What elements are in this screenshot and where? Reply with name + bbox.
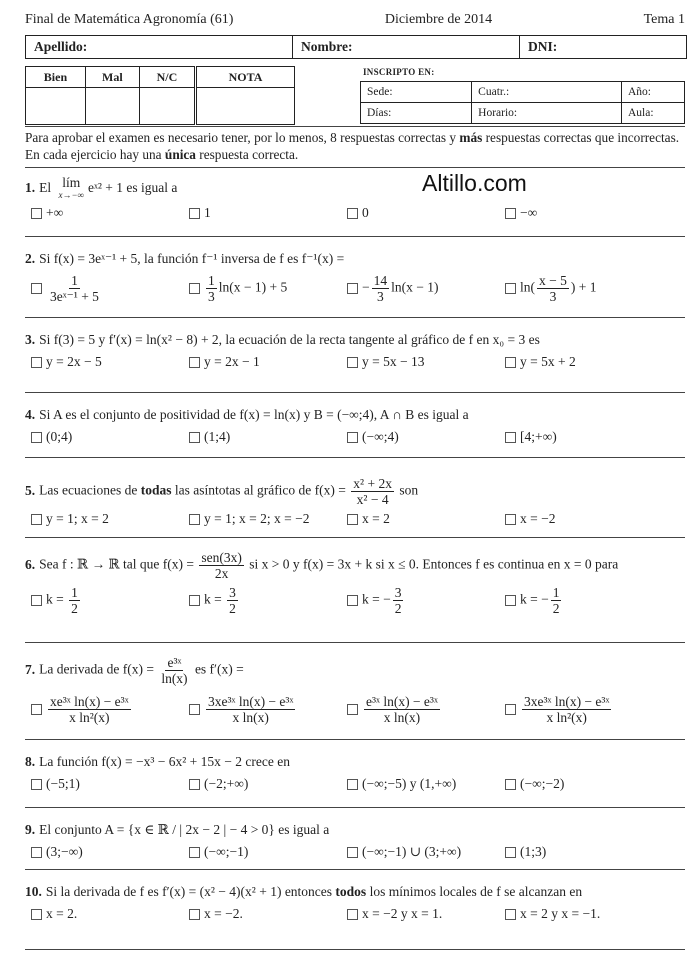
option-text	[520, 354, 576, 370]
answer-option[interactable]	[505, 906, 663, 922]
answer-option[interactable]	[189, 694, 347, 725]
question-prompt	[25, 405, 685, 425]
text-segment: si x > 0 y f(x) = 3x + k si x ≤ 0. Entonces f es continua en x = 0 para	[245, 556, 619, 572]
fraction-denominator: 2	[229, 601, 236, 616]
option-text	[520, 511, 555, 527]
option-text	[362, 776, 456, 792]
text-segment: y = 1; x = 2; x = −2	[204, 511, 310, 526]
bold-text: todas	[140, 482, 172, 498]
fraction-numerator: 3xe³ˣ ln(x) − e³ˣ	[524, 694, 610, 709]
text-segment: Si A es el conjunto de positividad de f(x) = ln(x) y B = (−∞;4), A ∩ B es igual a	[39, 407, 469, 422]
checkbox[interactable]	[347, 357, 358, 368]
fraction-denominator: 2	[552, 601, 560, 616]
option-text	[520, 273, 596, 304]
fraction-numerator: 1	[552, 585, 560, 600]
questions-list	[25, 165, 685, 950]
exam-tema: Tema 1	[643, 12, 685, 27]
question-number: 5.	[25, 482, 36, 498]
question-prompt	[25, 882, 685, 902]
text-segment: los mínimos locales de f se alcanzan en	[366, 884, 583, 899]
dni-field[interactable]: DNI:	[528, 39, 558, 54]
text-segment: El conjunto A = {x ∈ ℝ / | 2x − 2 | − 4 > 0} es igual a	[39, 822, 330, 837]
option-text	[46, 906, 77, 922]
fraction-numerator: 3	[229, 585, 236, 600]
text-segment: El	[39, 180, 55, 196]
checkbox[interactable]	[189, 283, 200, 294]
question-9	[25, 808, 685, 870]
fraction-denominator: ln(x)	[161, 671, 188, 686]
answer-option[interactable]	[31, 694, 189, 725]
option-text	[46, 776, 80, 792]
answer-option[interactable]	[347, 429, 505, 445]
answer-option[interactable]	[347, 906, 505, 922]
text-segment: x = −2 y x = 1.	[362, 906, 443, 921]
option-text	[46, 585, 82, 616]
option-text	[204, 205, 211, 221]
question-number: 2.	[25, 251, 36, 266]
answer-option[interactable]	[189, 844, 347, 860]
checkbox[interactable]	[347, 595, 358, 606]
answer-option[interactable]	[189, 205, 347, 221]
question-3	[25, 318, 685, 393]
fraction-denominator: x ln²(x)	[546, 710, 587, 725]
option-text	[362, 273, 438, 304]
option-text	[362, 694, 442, 725]
question-prompt	[25, 330, 685, 350]
question-prompt	[25, 655, 685, 686]
answer-option[interactable]	[31, 354, 189, 370]
checkbox[interactable]	[31, 514, 42, 525]
answer-option[interactable]	[31, 776, 189, 792]
option-text	[204, 694, 297, 725]
fraction	[206, 694, 295, 725]
text-segment: Para aprobar el examen es necesario tener, por lo menos, 8 respuestas correctas y	[25, 130, 460, 145]
horario-field: Horario:	[472, 103, 622, 124]
question-number: 1.	[25, 180, 36, 196]
option-text	[520, 429, 557, 445]
text-segment: (0;4)	[46, 429, 73, 444]
option-text	[46, 694, 133, 725]
answer-option[interactable]	[505, 354, 663, 370]
question-number: 4.	[25, 407, 36, 422]
student-id-row	[25, 35, 687, 59]
fraction-numerator: sen(3x)	[201, 550, 242, 565]
text-segment: Si f(x) = 3eˣ⁻¹ + 5, la función f⁻¹ inversa de f es f⁻¹(x) =	[39, 251, 345, 266]
option-text	[204, 273, 287, 304]
text-segment: k = −	[362, 591, 391, 607]
option-text	[46, 273, 103, 304]
answer-option[interactable]	[347, 776, 505, 792]
answer-option[interactable]	[189, 354, 347, 370]
checkbox[interactable]	[31, 357, 42, 368]
option-text	[362, 354, 424, 370]
answer-option[interactable]	[347, 205, 505, 221]
exam-title: Final de Matemática Agronomía (61)	[25, 12, 234, 27]
text-segment: (−∞;−2)	[520, 776, 565, 791]
fraction-denominator: 3	[549, 289, 557, 304]
question-number: 3.	[25, 332, 36, 347]
checkbox[interactable]	[31, 704, 42, 715]
sede-field: Sede:	[361, 82, 472, 103]
anio-field: Año:	[622, 82, 685, 103]
checkbox[interactable]	[189, 779, 200, 790]
answer-option[interactable]	[31, 273, 189, 304]
checkbox[interactable]	[505, 283, 516, 294]
checkbox[interactable]	[347, 208, 358, 219]
checkbox[interactable]	[505, 595, 516, 606]
question-2	[25, 237, 685, 318]
answer-options	[25, 205, 685, 221]
text-segment: Sea f : ℝ → ℝ tal que f(x) =	[39, 556, 198, 572]
fraction-denominator: 2	[71, 601, 78, 616]
answer-option[interactable]	[505, 844, 663, 860]
fraction	[364, 694, 440, 725]
option-text	[204, 906, 243, 922]
checkbox[interactable]	[31, 595, 42, 606]
option-text	[46, 511, 109, 527]
fraction-denominator: x ln²(x)	[69, 710, 110, 725]
text-segment: −	[362, 279, 370, 295]
answer-option[interactable]	[31, 844, 189, 860]
checkbox[interactable]	[505, 514, 516, 525]
text-segment: k = −	[520, 591, 549, 607]
text-segment: respuesta correcta.	[195, 147, 299, 162]
grade-header-mal: Mal	[85, 67, 139, 88]
option-text	[362, 844, 461, 860]
fraction-numerator: x² + 2x	[353, 476, 392, 491]
option-text	[362, 429, 399, 445]
question-7	[25, 643, 685, 740]
text-segment: y = 2x − 1	[204, 354, 260, 369]
option-text	[520, 694, 613, 725]
option-text	[204, 511, 309, 527]
fraction-numerator: e³ˣ	[167, 655, 182, 670]
checkbox[interactable]	[347, 704, 358, 715]
text-segment: (−2;+∞)	[204, 776, 249, 791]
fraction-numerator: 14	[373, 273, 388, 288]
answer-options	[25, 585, 685, 616]
text-segment: ) + 1	[570, 279, 597, 295]
text-segment: (−5;1)	[46, 776, 80, 791]
fraction	[393, 585, 404, 616]
answer-option[interactable]	[505, 273, 663, 304]
question-4	[25, 393, 685, 458]
option-text	[520, 205, 537, 221]
answer-option[interactable]	[347, 585, 505, 616]
checkbox[interactable]	[31, 847, 42, 858]
fraction-numerator: 1	[208, 273, 215, 288]
text-segment: (−∞;4)	[362, 429, 399, 444]
option-text	[204, 844, 248, 860]
text-segment: ln(	[520, 279, 535, 295]
fraction-numerator: 3xe³ˣ ln(x) − e³ˣ	[208, 694, 294, 709]
bold-text: más	[459, 130, 483, 145]
question-1	[25, 165, 685, 237]
question-prompt	[25, 820, 685, 840]
checkbox[interactable]	[31, 432, 42, 443]
option-text	[204, 354, 260, 370]
checkbox[interactable]	[505, 432, 516, 443]
answer-option[interactable]	[347, 354, 505, 370]
question-8	[25, 740, 685, 808]
fraction	[48, 694, 131, 725]
text-segment: son	[395, 482, 419, 498]
text-segment: x = −2.	[204, 906, 243, 921]
fraction-numerator: xe³ˣ ln(x) − e³ˣ	[50, 694, 129, 709]
option-text	[46, 354, 102, 370]
text-segment: es f′(x) =	[191, 661, 244, 677]
text-segment: (3;−∞)	[46, 844, 83, 859]
question-number: 9.	[25, 822, 36, 837]
option-text	[362, 906, 442, 922]
question-number: 10.	[25, 884, 42, 899]
answer-option[interactable]	[505, 694, 663, 725]
question-number: 8.	[25, 754, 36, 769]
fraction-numerator: 1	[71, 585, 78, 600]
answer-options	[25, 776, 685, 792]
limit	[59, 177, 84, 201]
text-segment: las asíntotas al gráfico de f(x) =	[171, 482, 350, 498]
fraction-numerator: x − 5	[539, 273, 567, 288]
question-5	[25, 458, 685, 538]
checkbox[interactable]	[189, 909, 200, 920]
answer-option[interactable]	[189, 511, 347, 527]
text-segment: −∞	[520, 205, 538, 220]
text-segment: +∞	[46, 205, 64, 220]
answer-option[interactable]	[189, 776, 347, 792]
option-text	[520, 776, 564, 792]
question-prompt	[25, 177, 685, 201]
text-segment: x = −2	[520, 511, 556, 526]
text-segment: [4;+∞)	[520, 429, 557, 444]
text-segment: y = 1; x = 2	[46, 511, 109, 526]
option-text	[46, 429, 72, 445]
text-segment: 1	[204, 205, 211, 220]
text-segment: (−∞;−1)	[204, 844, 249, 859]
checkbox[interactable]	[505, 847, 516, 858]
checkbox[interactable]	[347, 779, 358, 790]
text-segment: x = 2 y x = −1.	[520, 906, 601, 921]
bold-text: todos	[335, 884, 367, 899]
text-segment: Las ecuaciones de	[39, 482, 141, 498]
text-segment: 0	[362, 205, 369, 220]
text-segment: (1;3)	[520, 844, 547, 859]
text-segment: x = 2	[362, 511, 390, 526]
text-segment: ln(x − 1) + 5	[218, 279, 288, 295]
option-text	[46, 205, 63, 221]
fraction	[199, 550, 244, 581]
nombre-field[interactable]: Nombre:	[293, 36, 520, 58]
text-segment: x = 2.	[46, 906, 78, 921]
answer-options	[25, 511, 685, 527]
answer-option[interactable]	[189, 273, 347, 304]
fraction-denominator: 2x	[214, 566, 229, 581]
text-segment: Si f(3) = 5 y f′(x) = ln(x² − 8) + 2, la ecuación de la recta tangente al gráfico de f en x₀ = 3 es	[39, 332, 540, 347]
option-text	[204, 776, 248, 792]
option-text	[520, 585, 563, 616]
option-text	[204, 429, 230, 445]
answer-option[interactable]	[31, 585, 189, 616]
option-text	[520, 844, 546, 860]
option-text	[362, 205, 369, 221]
checkbox[interactable]	[347, 847, 358, 858]
checkbox[interactable]	[505, 909, 516, 920]
text-segment: (1;4)	[204, 429, 231, 444]
checkbox[interactable]	[189, 432, 200, 443]
fraction	[48, 273, 101, 304]
cuatr-field: Cuatr.:	[472, 82, 622, 103]
inscripto-title: INSCRIPTO EN:	[363, 67, 435, 77]
fraction	[206, 273, 217, 304]
exam-date: Diciembre de 2014	[384, 12, 493, 27]
inscripto-table	[360, 81, 685, 124]
fraction-denominator: x ln(x)	[232, 710, 269, 725]
bold-text: única	[164, 147, 196, 162]
grade-table	[25, 66, 295, 125]
answer-option[interactable]	[505, 511, 663, 527]
answer-option[interactable]	[347, 511, 505, 527]
checkbox[interactable]	[505, 357, 516, 368]
question-prompt	[25, 476, 685, 507]
checkbox[interactable]	[31, 283, 42, 294]
answer-options	[25, 844, 685, 860]
text-segment: respuestas correctas que incorrectas. En cada ejercicio hay una	[25, 130, 680, 162]
grade-cell-nc	[139, 88, 195, 125]
checkbox[interactable]	[347, 514, 358, 525]
fraction	[69, 585, 80, 616]
checkbox[interactable]	[189, 357, 200, 368]
fraction-denominator: 3	[208, 289, 215, 304]
option-text	[362, 585, 405, 616]
checkbox[interactable]	[347, 432, 358, 443]
text-segment: La función f(x) = −x³ − 6x² + 15x − 2 crece en	[39, 754, 290, 769]
answer-options	[25, 273, 685, 304]
aula-field: Aula:	[622, 103, 685, 124]
answer-option[interactable]	[347, 273, 505, 304]
apellido-field[interactable]: Apellido:	[26, 36, 293, 58]
option-text	[362, 511, 390, 527]
fraction-denominator: 2	[394, 601, 402, 616]
fraction	[372, 273, 390, 304]
answer-option[interactable]	[505, 205, 663, 221]
watermark: Altillo.com	[422, 170, 527, 196]
checkbox[interactable]	[189, 847, 200, 858]
question-10	[25, 870, 685, 950]
text-segment: y = 2x − 5	[46, 354, 102, 369]
question-prompt	[25, 249, 685, 269]
fraction-denominator: 3	[377, 289, 384, 304]
checkbox[interactable]	[505, 208, 516, 219]
text-segment: La derivada de f(x) =	[39, 661, 158, 677]
checkbox[interactable]	[189, 514, 200, 525]
answer-options	[25, 354, 685, 370]
fraction	[227, 585, 238, 616]
fraction	[159, 655, 189, 686]
answer-option[interactable]	[347, 844, 505, 860]
question-6	[25, 538, 685, 643]
fraction-denominator: 3eˣ⁻¹ + 5	[50, 289, 99, 304]
answer-option[interactable]	[189, 429, 347, 445]
grade-cell-nota	[196, 88, 295, 125]
answer-option[interactable]	[31, 429, 189, 445]
answer-option[interactable]	[505, 429, 663, 445]
text-segment: Si la derivada de f es f′(x) = (x² − 4)(x² + 1) entonces	[45, 884, 336, 899]
question-prompt	[25, 752, 685, 772]
answer-options	[25, 694, 685, 725]
grade-header-bien: Bien	[26, 67, 86, 88]
checkbox[interactable]	[505, 704, 516, 715]
answer-option[interactable]	[505, 776, 663, 792]
answer-option[interactable]	[31, 906, 189, 922]
text-segment: y = 5x + 2	[520, 354, 576, 369]
text-segment: eˣ² + 1 es igual a	[87, 180, 178, 196]
text-segment: y = 5x − 13	[362, 354, 425, 369]
answer-option[interactable]	[347, 694, 505, 725]
fraction	[537, 273, 569, 304]
checkbox[interactable]	[189, 704, 200, 715]
answer-option[interactable]	[189, 585, 347, 616]
option-text	[520, 906, 600, 922]
limit-operator: lím	[62, 175, 81, 190]
fraction-numerator: e³ˣ ln(x) − e³ˣ	[366, 694, 438, 709]
checkbox[interactable]	[505, 779, 516, 790]
checkbox[interactable]	[189, 208, 200, 219]
checkbox[interactable]	[31, 779, 42, 790]
answer-option[interactable]	[31, 511, 189, 527]
grade-header-nc: N/C	[139, 67, 195, 88]
fraction-denominator: x² − 4	[356, 492, 389, 507]
text-segment: k =	[46, 591, 68, 607]
fraction	[351, 476, 394, 507]
text-segment: (−∞;−5) y (1,+∞)	[362, 776, 457, 791]
text-segment: (−∞;−1) ∪ (3;+∞)	[362, 844, 462, 859]
fraction-numerator: 1	[71, 273, 78, 288]
checkbox[interactable]	[31, 208, 42, 219]
text-segment: ln(x − 1)	[391, 279, 439, 295]
answer-option[interactable]	[31, 205, 189, 221]
grade-header-nota: NOTA	[196, 67, 295, 88]
grade-cell-mal	[85, 88, 139, 125]
question-prompt	[25, 550, 685, 581]
dias-field: Días:	[361, 103, 472, 124]
answer-options	[25, 429, 685, 445]
fraction-denominator: x ln(x)	[383, 710, 421, 725]
option-text	[204, 585, 240, 616]
option-text	[46, 844, 83, 860]
instructions	[25, 126, 685, 168]
fraction-numerator: 3	[394, 585, 402, 600]
answer-options	[25, 906, 685, 922]
checkbox[interactable]	[31, 909, 42, 920]
checkbox[interactable]	[347, 909, 358, 920]
checkbox[interactable]	[347, 283, 358, 294]
fraction	[551, 585, 562, 616]
answer-option[interactable]	[189, 906, 347, 922]
limit-subscript: x→−∞	[58, 190, 84, 200]
answer-option[interactable]	[505, 585, 663, 616]
exam-header	[25, 12, 685, 28]
question-number: 7.	[25, 661, 36, 677]
checkbox[interactable]	[189, 595, 200, 606]
question-number: 6.	[25, 556, 36, 572]
grade-cell-bien	[26, 88, 86, 125]
text-segment: k =	[204, 591, 226, 607]
fraction	[522, 694, 611, 725]
